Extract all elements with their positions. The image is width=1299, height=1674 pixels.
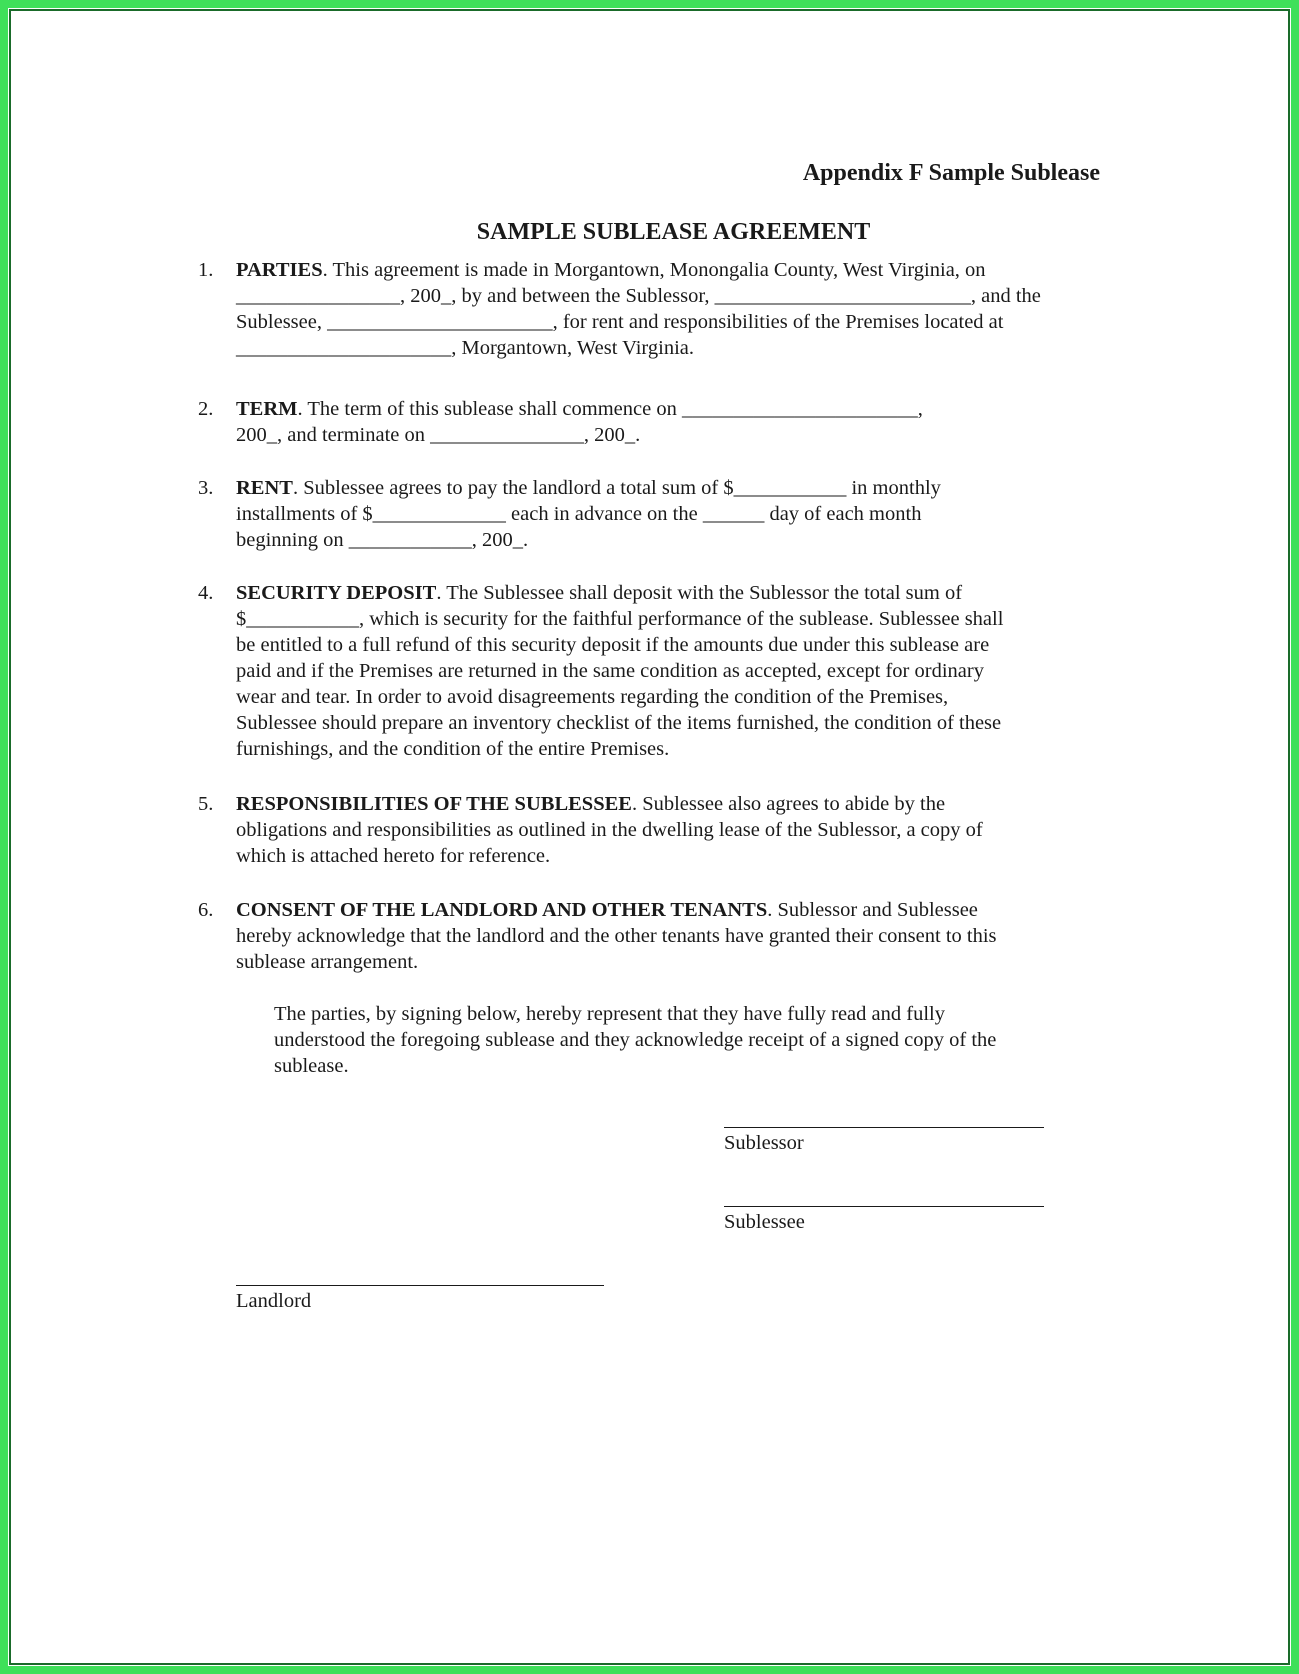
clause-number: 3.	[198, 477, 214, 499]
clause-line: obligations and responsibilities as outlined in the dwelling lease of the Sublessor, a copy of	[236, 819, 983, 841]
acknowledgement-line: The parties, by signing below, hereby represent that they have fully read and fully	[274, 1003, 945, 1025]
clause-body	[236, 580, 1103, 762]
clause-heading: RENT	[236, 477, 293, 499]
acknowledgement-line: sublease.	[274, 1055, 349, 1077]
landlord-signature-block	[236, 1263, 604, 1314]
clause-line: which is attached hereto for reference.	[236, 845, 551, 867]
clause-security-deposit	[198, 580, 1103, 762]
clause-line: be entitled to a full refund of this security deposit if the amounts due under this sublease are	[236, 634, 990, 656]
clause-line: wear and tear. In order to avoid disagreements regarding the condition of the Premises,	[236, 686, 949, 708]
landlord-signature-line[interactable]	[236, 1263, 604, 1286]
clause-line: Sublessee, ______________________, for rent and responsibilities of the Premises located at	[236, 311, 1004, 333]
sublessor-signature-label: Sublessor	[724, 1132, 804, 1154]
clause-line: furnishings, and the condition of the entire Premises.	[236, 738, 670, 760]
clause-number: 5.	[198, 793, 214, 815]
clause-line: 200_, and terminate on _______________, 200_.	[236, 424, 641, 446]
clause-line: sublease arrangement.	[236, 951, 419, 973]
clause-line: . Sublessor and Sublessee	[767, 899, 978, 921]
clause-body	[236, 257, 1103, 361]
clause-line: ________________, 200_, by and between the Sublessor, _________________________, and the	[236, 285, 1041, 307]
clause-body	[236, 475, 1103, 553]
appendix-heading: Appendix F Sample Sublease	[802, 160, 1100, 186]
acknowledgement-line: understood the foregoing sublease and they acknowledge receipt of a signed copy of the	[274, 1029, 997, 1051]
clause-number: 4.	[198, 582, 214, 604]
clause-heading: SECURITY DEPOSIT	[236, 582, 437, 604]
clause-rent	[198, 475, 1103, 553]
acknowledgement-paragraph	[274, 1001, 1094, 1079]
clause-line: hereby acknowledge that the landlord and the other tenants have granted their consent to this	[236, 925, 997, 947]
clause-responsibilities	[198, 791, 1103, 869]
sublessee-signature-block	[724, 1184, 1044, 1235]
sublessor-signature-block	[724, 1105, 1044, 1156]
clause-number: 2.	[198, 398, 214, 420]
clause-line: . The term of this sublease shall commence on _______________________,	[297, 398, 923, 420]
clause-line: $___________, which is security for the faithful performance of the sublease. Sublessee shall	[236, 608, 1004, 630]
clause-line: installments of $_____________ each in advance on the ______ day of each month	[236, 503, 922, 525]
clause-line: . Sublessee also agrees to abide by the	[631, 793, 946, 815]
clause-line: . Sublessee agrees to pay the landlord a total sum of $___________ in monthly	[292, 477, 941, 499]
clause-number: 1.	[198, 259, 214, 281]
clause-number: 6.	[198, 899, 214, 921]
landlord-signature-label: Landlord	[236, 1290, 312, 1312]
clause-term	[198, 396, 1103, 448]
clause-parties	[198, 257, 1103, 361]
clause-heading: TERM	[236, 398, 298, 420]
document-title-text: SAMPLE SUBLEASE AGREEMENT	[476, 219, 871, 245]
clause-body	[236, 791, 1103, 869]
clause-line: . The Sublessee shall deposit with the Sublessor the total sum of	[436, 582, 963, 604]
clause-consent	[198, 897, 1103, 975]
clause-heading: RESPONSIBILITIES OF THE SUBLESSEE	[236, 793, 632, 815]
clause-body	[236, 897, 1103, 975]
clause-line: Sublessee should prepare an inventory checklist of the items furnished, the condition of these	[236, 712, 1002, 734]
document-title	[0, 219, 1299, 246]
clause-body	[236, 396, 1103, 448]
clause-line: beginning on ____________, 200_.	[236, 529, 529, 551]
clause-line: _____________________, Morgantown, West Virginia.	[236, 337, 694, 359]
sublessee-signature-line[interactable]	[724, 1184, 1044, 1207]
sublessee-signature-label: Sublessee	[724, 1211, 805, 1233]
clause-heading: CONSENT OF THE LANDLORD AND OTHER TENANTS	[236, 899, 768, 921]
clause-line: paid and if the Premises are returned in the same condition as accepted, except for ordinary	[236, 660, 984, 682]
clause-line: . This agreement is made in Morgantown, Monongalia County, West Virginia, on	[322, 259, 986, 281]
sublessor-signature-line[interactable]	[724, 1105, 1044, 1128]
clause-heading: PARTIES	[236, 259, 323, 281]
